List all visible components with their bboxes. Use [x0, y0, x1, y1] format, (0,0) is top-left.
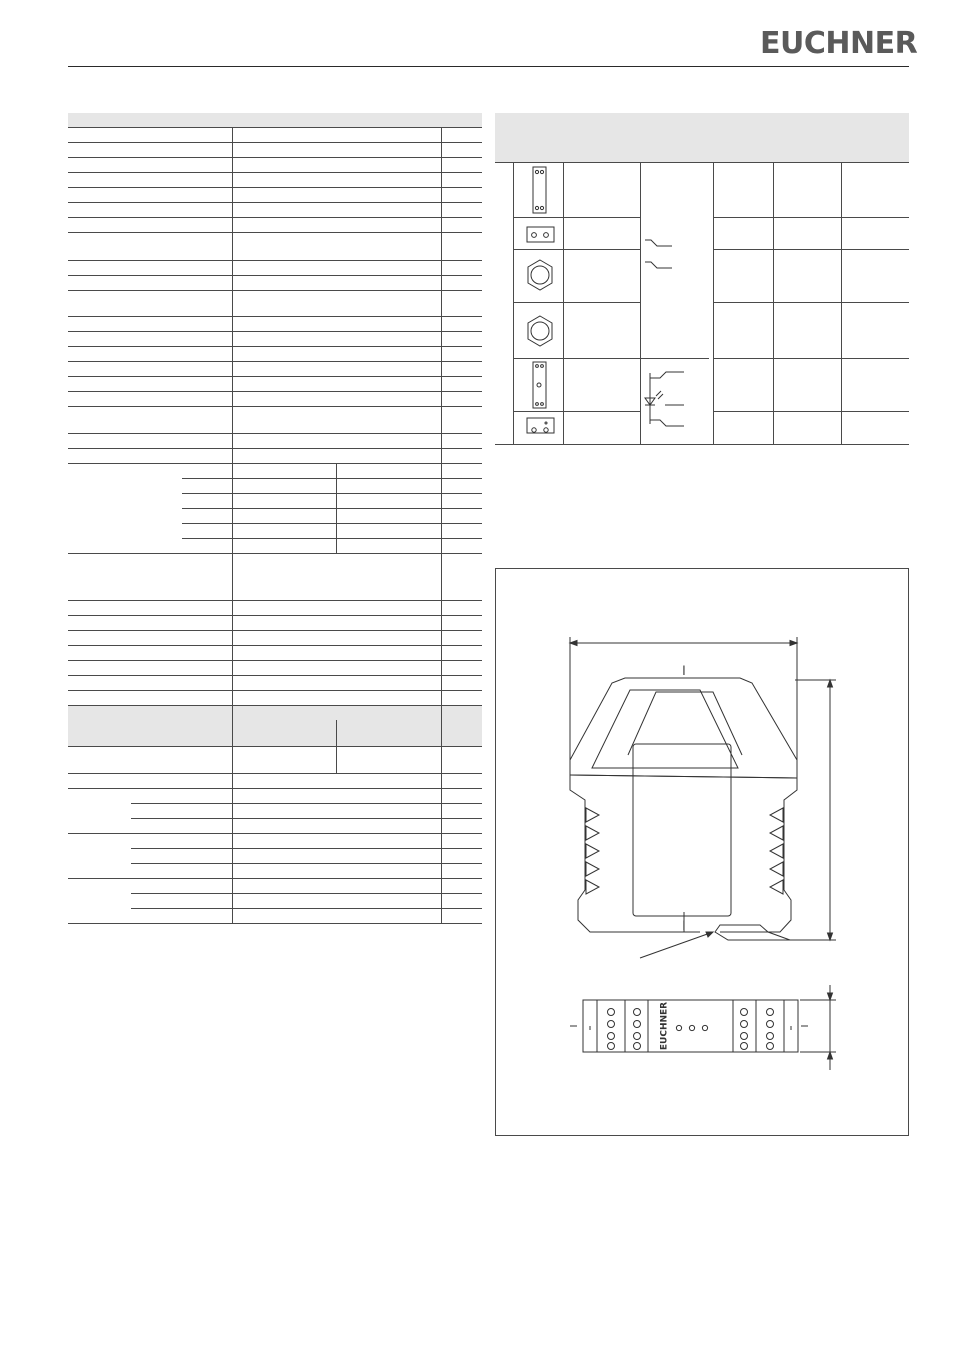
width-dimension-label: l	[682, 663, 686, 678]
relay-housing-top-view	[583, 1000, 798, 1052]
euchner-logo: EUCHNER	[760, 26, 918, 61]
center-dimension-label: l	[682, 918, 686, 933]
status-leds	[676, 1025, 707, 1030]
device-brand-label: EUCHNER	[659, 1001, 670, 1051]
relay-housing-front-view	[570, 678, 797, 940]
right-terminal-screws	[741, 1009, 774, 1050]
left-terminal-screws	[608, 1009, 641, 1050]
rail-clip-leader-line	[640, 932, 713, 958]
